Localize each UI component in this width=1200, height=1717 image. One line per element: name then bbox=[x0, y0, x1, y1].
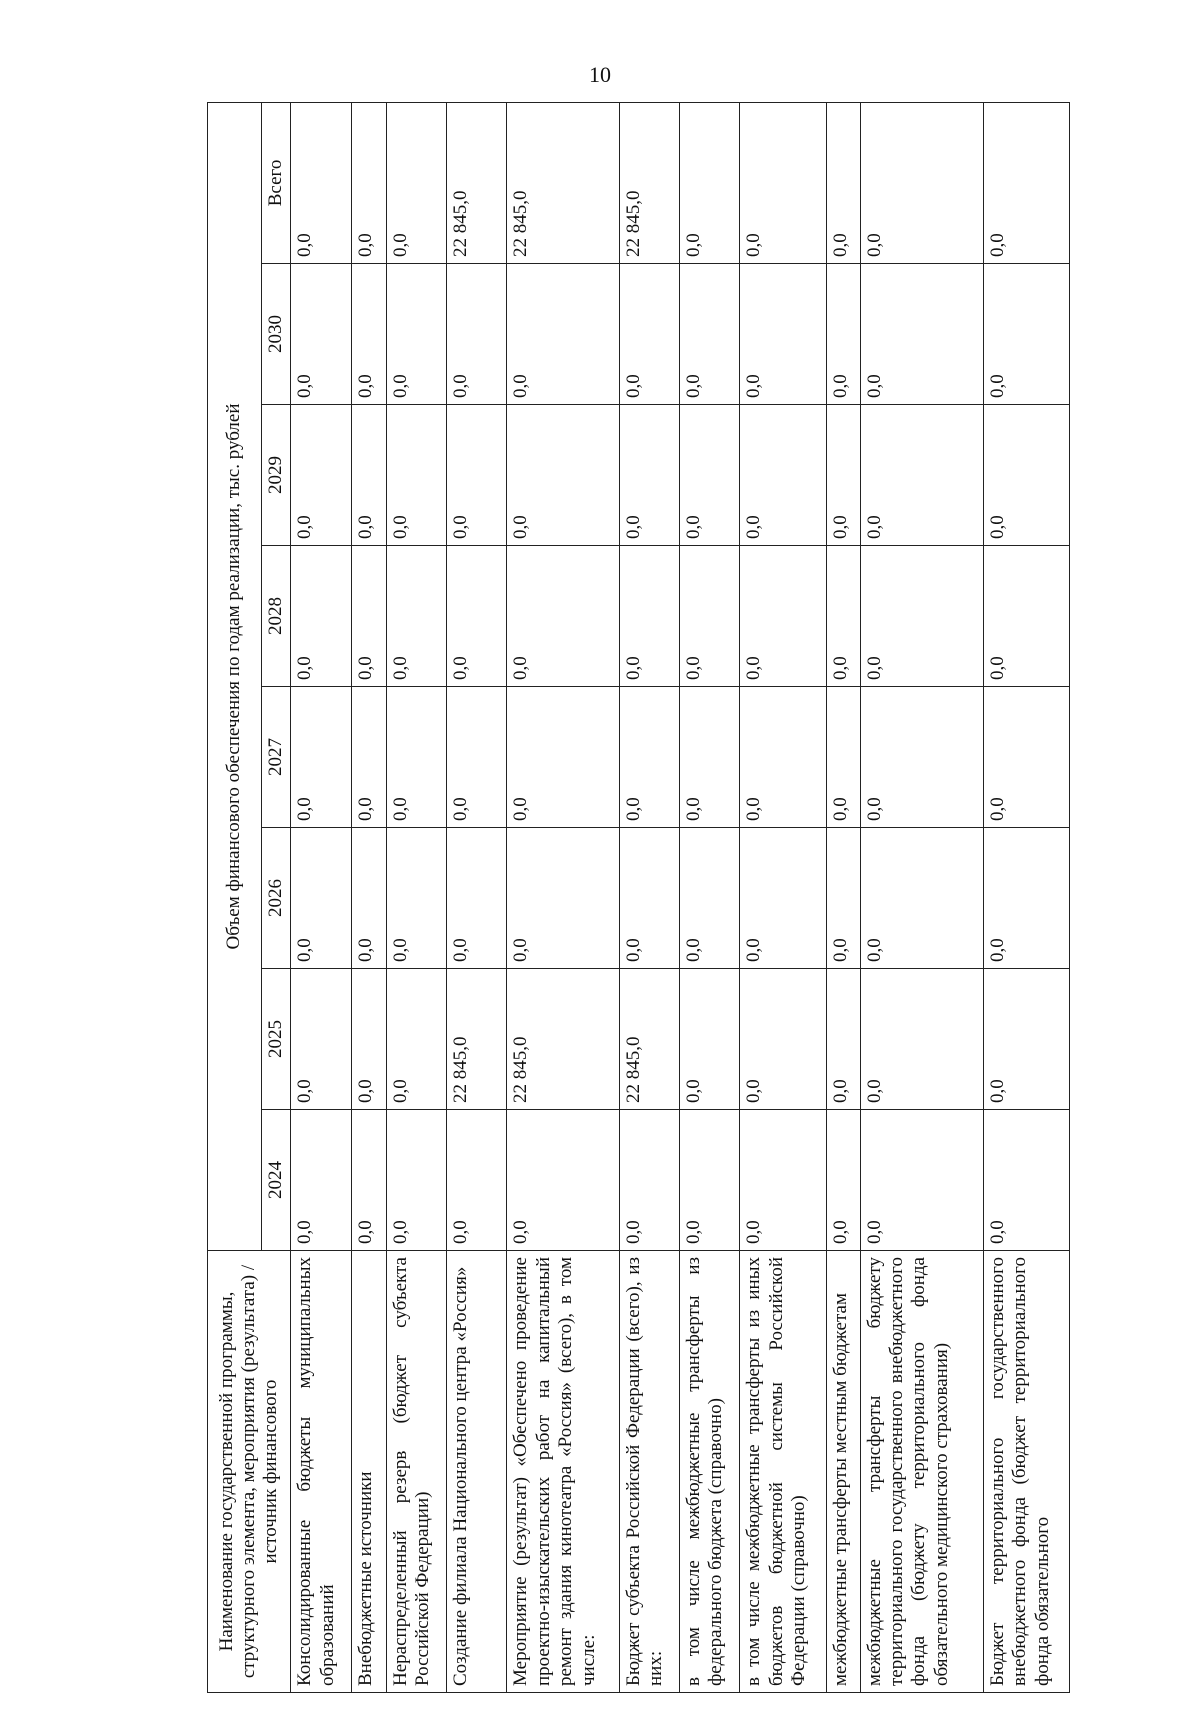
row-name: в том числе межбюджетные трансферты из федерального бюджета (справочно) bbox=[679, 1251, 739, 1693]
row-value-2027: 0,0 bbox=[983, 687, 1069, 828]
row-name: Нераспределенный резерв (бюджет субъекта Российской Федерации) bbox=[386, 1251, 446, 1693]
row-value-2025: 0,0 bbox=[983, 969, 1069, 1110]
row-value-2030: 0,0 bbox=[446, 264, 506, 405]
row-value-2029: 0,0 bbox=[619, 405, 679, 546]
row-value-2028: 0,0 bbox=[291, 546, 351, 687]
row-value-2027: 0,0 bbox=[860, 687, 983, 828]
table-row bbox=[619, 102, 679, 1692]
row-value-2025: 0,0 bbox=[351, 969, 386, 1110]
row-name: межбюджетные трансферты бюджету территориального государственного внебюджетного фонда (бюджету территориального фонда обязательного медицинского страхования) bbox=[860, 1251, 983, 1693]
row-name: Внебюджетные источники bbox=[351, 1251, 386, 1693]
row-value-Всего: 0,0 bbox=[679, 102, 739, 263]
row-value-2029: 0,0 bbox=[740, 405, 826, 546]
row-value-2026: 0,0 bbox=[507, 828, 619, 969]
row-name: Создание филиала Национального центра «Россия» bbox=[446, 1251, 506, 1693]
row-value-2025: 0,0 bbox=[386, 969, 446, 1110]
row-value-2030: 0,0 bbox=[291, 264, 351, 405]
table-row bbox=[983, 102, 1069, 1692]
row-value-2029: 0,0 bbox=[386, 405, 446, 546]
row-value-Всего: 0,0 bbox=[351, 102, 386, 263]
row-value-2029: 0,0 bbox=[860, 405, 983, 546]
row-value-2027: 0,0 bbox=[446, 687, 506, 828]
row-name: Мероприятие (результат) «Обеспечено проведение проектно-изыскательских работ на капитальный ремонт здания кинотеатра «Россия» (всего), в том числе: bbox=[507, 1251, 619, 1693]
row-value-2027: 0,0 bbox=[507, 687, 619, 828]
row-value-2029: 0,0 bbox=[507, 405, 619, 546]
row-value-Всего: 0,0 bbox=[386, 102, 446, 263]
row-value-2029: 0,0 bbox=[291, 405, 351, 546]
row-value-2025: 22 845,0 bbox=[446, 969, 506, 1110]
header-year-3: 2027 bbox=[262, 687, 291, 828]
row-value-2024: 0,0 bbox=[291, 1110, 351, 1251]
row-value-2028: 0,0 bbox=[351, 546, 386, 687]
row-value-2027: 0,0 bbox=[619, 687, 679, 828]
row-name: Бюджет субъекта Российской Федерации (всего), из них: bbox=[619, 1251, 679, 1693]
row-value-2026: 0,0 bbox=[983, 828, 1069, 969]
row-value-2028: 0,0 bbox=[507, 546, 619, 687]
row-value-2024: 0,0 bbox=[446, 1110, 506, 1251]
row-value-2024: 0,0 bbox=[386, 1110, 446, 1251]
header-year-2: 2026 bbox=[262, 828, 291, 969]
row-value-2030: 0,0 bbox=[386, 264, 446, 405]
table-row bbox=[740, 102, 826, 1692]
header-name-column: Наименование государственной программы, структурного элемента, мероприятия (результата) / источник финансового bbox=[208, 1251, 291, 1693]
table-row bbox=[446, 102, 506, 1692]
row-value-2024: 0,0 bbox=[619, 1110, 679, 1251]
financing-table bbox=[207, 102, 1070, 1693]
table-row bbox=[351, 102, 386, 1692]
rotated-table-wrapper bbox=[207, 103, 1070, 1693]
row-value-2027: 0,0 bbox=[291, 687, 351, 828]
row-value-2026: 0,0 bbox=[860, 828, 983, 969]
row-value-2030: 0,0 bbox=[860, 264, 983, 405]
header-year-1: 2025 bbox=[262, 969, 291, 1110]
row-value-2030: 0,0 bbox=[740, 264, 826, 405]
row-value-2030: 0,0 bbox=[679, 264, 739, 405]
row-value-2025: 0,0 bbox=[826, 969, 860, 1110]
row-value-2025: 22 845,0 bbox=[507, 969, 619, 1110]
row-name: в том числе межбюджетные трансферты из иных бюджетов бюджетной системы Российской Федерации (справочно) bbox=[740, 1251, 826, 1693]
row-value-2030: 0,0 bbox=[351, 264, 386, 405]
row-value-2026: 0,0 bbox=[386, 828, 446, 969]
table-body bbox=[291, 102, 1070, 1692]
row-value-2024: 0,0 bbox=[826, 1110, 860, 1251]
row-value-Всего: 0,0 bbox=[291, 102, 351, 263]
row-value-Всего: 0,0 bbox=[826, 102, 860, 263]
row-value-2025: 0,0 bbox=[291, 969, 351, 1110]
row-value-2030: 0,0 bbox=[507, 264, 619, 405]
header-year-7: Всего bbox=[262, 102, 291, 263]
header-volume: Объем финансового обеспечения по годам реализации, тыс. рублей bbox=[208, 102, 262, 1250]
row-value-Всего: 22 845,0 bbox=[507, 102, 619, 263]
page-number: 10 bbox=[589, 62, 611, 87]
row-value-2024: 0,0 bbox=[507, 1110, 619, 1251]
row-value-2030: 0,0 bbox=[619, 264, 679, 405]
row-value-2025: 0,0 bbox=[860, 969, 983, 1110]
table-row bbox=[826, 102, 860, 1692]
row-value-2028: 0,0 bbox=[679, 546, 739, 687]
table-row bbox=[860, 102, 983, 1692]
row-value-2029: 0,0 bbox=[826, 405, 860, 546]
row-value-2028: 0,0 bbox=[826, 546, 860, 687]
row-value-2029: 0,0 bbox=[446, 405, 506, 546]
row-value-2028: 0,0 bbox=[983, 546, 1069, 687]
header-year-5: 2029 bbox=[262, 405, 291, 546]
row-value-2028: 0,0 bbox=[860, 546, 983, 687]
table-row bbox=[291, 102, 351, 1692]
row-value-2026: 0,0 bbox=[446, 828, 506, 969]
row-name: Консолидированные бюджеты муниципальных образований bbox=[291, 1251, 351, 1693]
header-year-6: 2030 bbox=[262, 264, 291, 405]
table-row bbox=[507, 102, 619, 1692]
row-value-Всего: 0,0 bbox=[860, 102, 983, 263]
table-row bbox=[386, 102, 446, 1692]
row-value-Всего: 22 845,0 bbox=[619, 102, 679, 263]
row-value-Всего: 0,0 bbox=[983, 102, 1069, 263]
row-value-2024: 0,0 bbox=[679, 1110, 739, 1251]
table-row bbox=[679, 102, 739, 1692]
row-name: межбюджетные трансферты местным бюджетам bbox=[826, 1251, 860, 1693]
row-value-2024: 0,0 bbox=[351, 1110, 386, 1251]
row-value-2030: 0,0 bbox=[983, 264, 1069, 405]
row-value-2026: 0,0 bbox=[619, 828, 679, 969]
row-value-2028: 0,0 bbox=[740, 546, 826, 687]
header-year-4: 2028 bbox=[262, 546, 291, 687]
row-value-2024: 0,0 bbox=[860, 1110, 983, 1251]
row-value-2024: 0,0 bbox=[740, 1110, 826, 1251]
row-value-2028: 0,0 bbox=[386, 546, 446, 687]
row-value-2029: 0,0 bbox=[983, 405, 1069, 546]
row-value-2027: 0,0 bbox=[679, 687, 739, 828]
row-value-2027: 0,0 bbox=[386, 687, 446, 828]
row-name: Бюджет территориального государственного внебюджетного фонда (бюджет территориального фонда обязательного bbox=[983, 1251, 1069, 1693]
row-value-2026: 0,0 bbox=[740, 828, 826, 969]
row-value-Всего: 22 845,0 bbox=[446, 102, 506, 263]
row-value-2030: 0,0 bbox=[826, 264, 860, 405]
row-value-2024: 0,0 bbox=[983, 1110, 1069, 1251]
row-value-2025: 0,0 bbox=[740, 969, 826, 1110]
row-value-2026: 0,0 bbox=[291, 828, 351, 969]
row-value-2026: 0,0 bbox=[826, 828, 860, 969]
header-year-0: 2024 bbox=[262, 1110, 291, 1251]
row-value-2027: 0,0 bbox=[351, 687, 386, 828]
row-value-2029: 0,0 bbox=[679, 405, 739, 546]
row-value-2025: 22 845,0 bbox=[619, 969, 679, 1110]
row-value-2026: 0,0 bbox=[351, 828, 386, 969]
row-value-2027: 0,0 bbox=[826, 687, 860, 828]
row-value-2028: 0,0 bbox=[446, 546, 506, 687]
row-value-2027: 0,0 bbox=[740, 687, 826, 828]
row-value-2025: 0,0 bbox=[679, 969, 739, 1110]
row-value-Всего: 0,0 bbox=[740, 102, 826, 263]
row-value-2028: 0,0 bbox=[619, 546, 679, 687]
row-value-2026: 0,0 bbox=[679, 828, 739, 969]
row-value-2029: 0,0 bbox=[351, 405, 386, 546]
